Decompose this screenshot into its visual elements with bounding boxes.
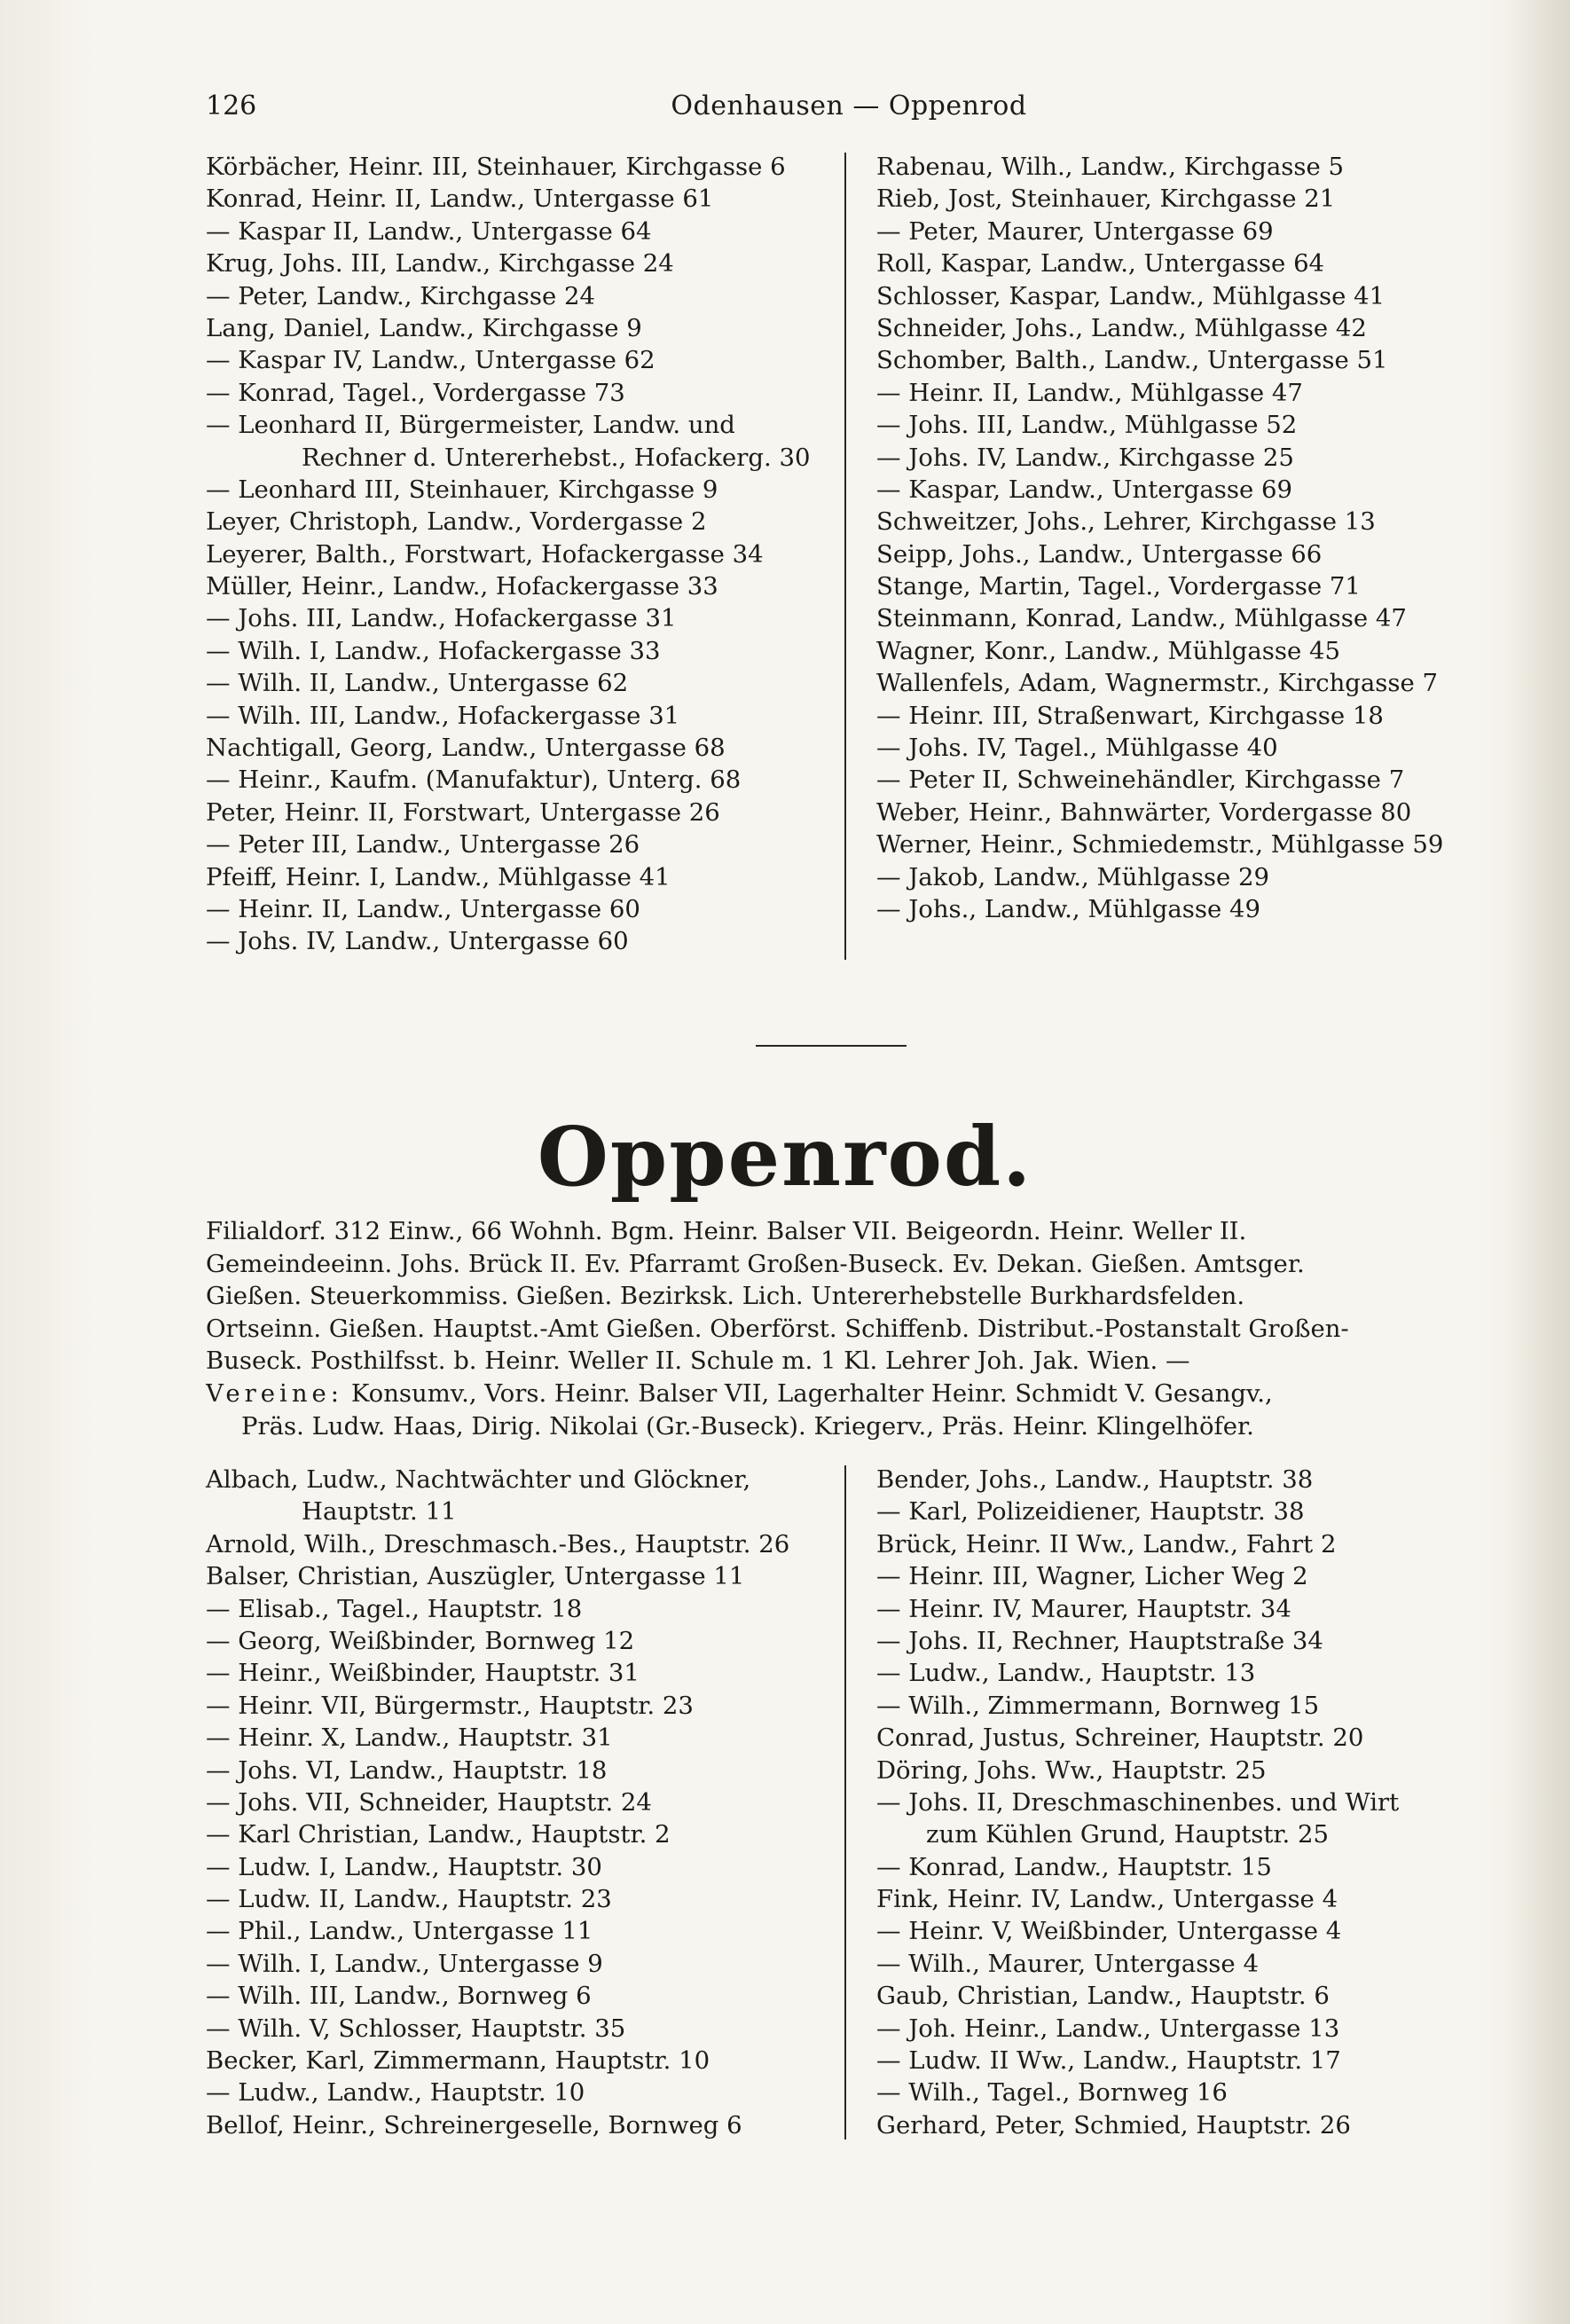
list-item: — Heinr., Weißbinder, Hauptstr. 31 (206, 1659, 640, 1688)
list-item: — Kaspar II, Landw., Untergasse 64 (206, 216, 652, 246)
village-info (206, 1215, 1492, 1442)
list-item: Peter, Heinr. II, Forstwart, Untergasse 26 (206, 797, 720, 827)
info-line: Präs. Ludw. Haas, Dirig. Nikolai (Gr.-Buseck). Kriegerv., Präs. Heinr. Klingelhöfer. (241, 1411, 1254, 1441)
list-item: — Ludw., Landw., Hauptstr. 10 (206, 2078, 585, 2108)
list-item: — Konrad, Tagel., Vordergasse 73 (206, 378, 625, 407)
list-item: — Ludw. II Ww., Landw., Hauptstr. 17 (876, 2046, 1341, 2076)
list-item: Roll, Kaspar, Landw., Untergasse 64 (876, 249, 1325, 279)
list-item: — Leonhard II, Bürgermeister, Landw. und (206, 411, 735, 440)
list-item: — Kaspar IV, Landw., Untergasse 62 (206, 346, 655, 375)
list-item: — Wilh. I, Landw., Hofackergasse 33 (206, 636, 661, 665)
list-item: — Peter, Landw., Kirchgasse 24 (206, 281, 596, 310)
list-item: — Ludw. I, Landw., Hauptstr. 30 (206, 1852, 602, 1881)
vereine-label: Vereine: (206, 1378, 344, 1408)
list-item-continuation: Hauptstr. 11 (302, 1497, 457, 1527)
list-item: — Heinr. V, Weißbinder, Untergasse 4 (876, 1917, 1342, 1946)
list-item: — Wilh. I, Landw., Untergasse 9 (206, 1949, 603, 1978)
list-item: Arnold, Wilh., Dreschmasch.-Bes., Hauptstr. 26 (206, 1529, 790, 1558)
list-item: — Karl, Polizeidiener, Hauptstr. 38 (876, 1497, 1305, 1527)
list-item: Steinmann, Konrad, Landw., Mühlgasse 47 (876, 604, 1407, 633)
list-item-continuation: zum Kühlen Grund, Hauptstr. 25 (926, 1820, 1330, 1849)
list-item: Conrad, Justus, Schreiner, Hauptstr. 20 (876, 1723, 1364, 1753)
list-item: — Wilh. V, Schlosser, Hauptstr. 35 (206, 2014, 626, 2043)
list-item: — Johs. IV, Landw., Kirchgasse 25 (876, 443, 1294, 472)
info-line: Filialdorf. 312 Einw., 66 Wohnh. Bgm. Heinr. Balser VII. Beigeordn. Heinr. Weller II. (206, 1217, 1247, 1245)
list-item: Bellof, Heinr., Schreinergeselle, Bornweg 6 (206, 2110, 742, 2139)
list-item: Bender, Johs., Landw., Hauptstr. 38 (876, 1465, 1314, 1494)
list-item: Gerhard, Peter, Schmied, Hauptstr. 26 (876, 2110, 1351, 2139)
section-separator (756, 1045, 907, 1047)
list-item: — Joh. Heinr., Landw., Untergasse 13 (876, 2014, 1340, 2043)
list-item: Becker, Karl, Zimmermann, Hauptstr. 10 (206, 2046, 710, 2076)
top-right-column (876, 151, 1443, 925)
list-item: — Johs. IV, Tagel., Mühlgasse 40 (876, 734, 1278, 763)
list-item: Balser, Christian, Auszügler, Untergasse 11 (206, 1562, 745, 1591)
info-line-vereine (206, 1378, 1492, 1410)
list-item: Leyerer, Balth., Forstwart, Hofackergasse 34 (206, 539, 764, 569)
list-item: Schlosser, Kaspar, Landw., Mühlgasse 41 (876, 281, 1386, 310)
list-item: — Georg, Weißbinder, Bornweg 12 (206, 1626, 635, 1655)
list-item: — Heinr. X, Landw., Hauptstr. 31 (206, 1723, 613, 1753)
list-item: Gaub, Christian, Landw., Hauptstr. 6 (876, 1982, 1330, 2011)
page-number: 126 (206, 90, 257, 122)
list-item: — Konrad, Landw., Hauptstr. 15 (876, 1852, 1272, 1881)
list-item: — Wilh. III, Landw., Bornweg 6 (206, 1982, 592, 2011)
list-item: — Wilh., Tagel., Bornweg 16 (876, 2078, 1228, 2108)
list-item: — Leonhard III, Steinhauer, Kirchgasse 9 (206, 475, 718, 504)
list-item: Nachtigall, Georg, Landw., Untergasse 68 (206, 734, 726, 763)
list-item: Krug, Johs. III, Landw., Kirchgasse 24 (206, 249, 674, 279)
list-item: — Peter II, Schweinehändler, Kirchgasse 7 (876, 766, 1405, 795)
page-header (206, 90, 1492, 135)
list-item: — Johs., Landw., Mühlgasse 49 (876, 894, 1260, 923)
list-item: — Heinr. III, Wagner, Licher Weg 2 (876, 1562, 1308, 1591)
list-item: — Heinr. II, Landw., Mühlgasse 47 (876, 378, 1303, 407)
list-item: — Wilh. III, Landw., Hofackergasse 31 (206, 701, 680, 730)
list-item: — Phil., Landw., Untergasse 11 (206, 1917, 593, 1946)
list-item: Wagner, Konr., Landw., Mühlgasse 45 (876, 636, 1340, 665)
list-item: — Johs. II, Dreschmaschinenbes. und Wirt (876, 1787, 1400, 1817)
list-item: Konrad, Heinr. II, Landw., Untergasse 61 (206, 185, 714, 214)
list-item: — Heinr. IV, Maurer, Hauptstr. 34 (876, 1594, 1291, 1623)
list-item: — Heinr. VII, Bürgermstr., Hauptstr. 23 (206, 1691, 694, 1720)
list-item: — Johs. IV, Landw., Untergasse 60 (206, 927, 629, 956)
list-item: Stange, Martin, Tagel., Vordergasse 71 (876, 572, 1361, 601)
bottom-left-column (206, 1464, 789, 2141)
list-item: — Peter III, Landw., Untergasse 26 (206, 830, 640, 860)
list-item: — Wilh., Zimmermann, Bornweg 15 (876, 1691, 1320, 1720)
info-line: Gießen. Steuerkommiss. Gießen. Bezirksk. Lich. Untererhebstelle Burkhardsfelden. (206, 1282, 1245, 1311)
list-item: Albach, Ludw., Nachtwächter und Glöckner, (206, 1465, 751, 1494)
list-item: — Johs. III, Landw., Mühlgasse 52 (876, 411, 1298, 440)
list-item: Leyer, Christoph, Landw., Vordergasse 2 (206, 507, 707, 537)
list-item: — Johs. II, Rechner, Hauptstraße 34 (876, 1626, 1323, 1655)
list-item: — Johs. VI, Landw., Hauptstr. 18 (206, 1755, 608, 1785)
list-item: Fink, Heinr. IV, Landw., Untergasse 4 (876, 1885, 1338, 1914)
list-item: — Kaspar, Landw., Untergasse 69 (876, 475, 1292, 504)
info-line: Buseck. Posthilfsst. b. Heinr. Weller II. Schule m. 1 Kl. Lehrer Joh. Jak. Wien. — (206, 1347, 1190, 1376)
list-item-continuation: Rechner d. Untererhebst., Hofackerg. 30 (302, 443, 811, 472)
list-item: Rabenau, Wilh., Landw., Kirchgasse 5 (876, 153, 1345, 181)
list-item: — Elisab., Tagel., Hauptstr. 18 (206, 1594, 583, 1623)
bottom-right-column (876, 1464, 1399, 2141)
list-item: Rieb, Jost, Steinhauer, Kirchgasse 21 (876, 185, 1336, 214)
list-item: Müller, Heinr., Landw., Hofackergasse 33 (206, 572, 718, 601)
list-item: — Karl Christian, Landw., Hauptstr. 2 (206, 1820, 671, 1849)
section-title: Oppenrod. (537, 1109, 1033, 1205)
list-item: — Johs. VII, Schneider, Hauptstr. 24 (206, 1787, 652, 1817)
column-divider-bottom (844, 1465, 846, 2139)
list-item: — Wilh. II, Landw., Untergasse 62 (206, 669, 629, 698)
list-item: Brück, Heinr. II Ww., Landw., Fahrt 2 (876, 1529, 1337, 1558)
vereine-text: Konsumv., Vors. Heinr. Balser VII, Lagerhalter Heinr. Schmidt V. Gesangv., (350, 1378, 1273, 1408)
list-item: Weber, Heinr., Bahnwärter, Vordergasse 80 (876, 797, 1412, 827)
list-item: — Peter, Maurer, Untergasse 69 (876, 216, 1274, 246)
list-item: — Heinr., Kaufm. (Manufaktur), Unterg. 68 (206, 766, 742, 795)
list-item: Wallenfels, Adam, Wagnermstr., Kirchgasse 7 (876, 669, 1439, 698)
list-item: Lang, Daniel, Landw., Kirchgasse 9 (206, 313, 642, 342)
list-item: — Heinr. II, Landw., Untergasse 60 (206, 894, 640, 923)
info-line: Gemeindeeinn. Johs. Brück II. Ev. Pfarramt Großen-Buseck. Ev. Dekan. Gießen. Amtsger. (206, 1249, 1305, 1278)
list-item: Döring, Johs. Ww., Hauptstr. 25 (876, 1755, 1267, 1785)
list-item: — Wilh., Maurer, Untergasse 4 (876, 1949, 1259, 1978)
list-item: — Johs. III, Landw., Hofackergasse 31 (206, 604, 677, 633)
list-item: — Ludw. II, Landw., Hauptstr. 23 (206, 1885, 612, 1914)
list-item: — Heinr. III, Straßenwart, Kirchgasse 18 (876, 701, 1384, 730)
list-item: Körbächer, Heinr. III, Steinhauer, Kirchgasse 6 (206, 153, 786, 181)
list-item: Schneider, Johs., Landw., Mühlgasse 42 (876, 313, 1367, 342)
list-item: Seipp, Johs., Landw., Untergasse 66 (876, 539, 1323, 569)
list-item: Werner, Heinr., Schmiedemstr., Mühlgasse 59 (876, 830, 1444, 860)
list-item: Schomber, Balth., Landw., Untergasse 51 (876, 346, 1388, 375)
top-left-column (206, 151, 811, 958)
list-item: Pfeiff, Heinr. I, Landw., Mühlgasse 41 (206, 862, 671, 891)
list-item: — Jakob, Landw., Mühlgasse 29 (876, 862, 1270, 891)
running-title: Odenhausen — Oppenrod (671, 90, 1027, 122)
list-item: — Ludw., Landw., Hauptstr. 13 (876, 1659, 1256, 1688)
info-line: Ortseinn. Gießen. Hauptst.-Amt Gießen. Oberförst. Schiffenb. Distribut.-Postanstalt Großen- (206, 1314, 1349, 1343)
list-item: Schweitzer, Johs., Lehrer, Kirchgasse 13 (876, 507, 1376, 537)
column-divider-top (844, 153, 846, 960)
